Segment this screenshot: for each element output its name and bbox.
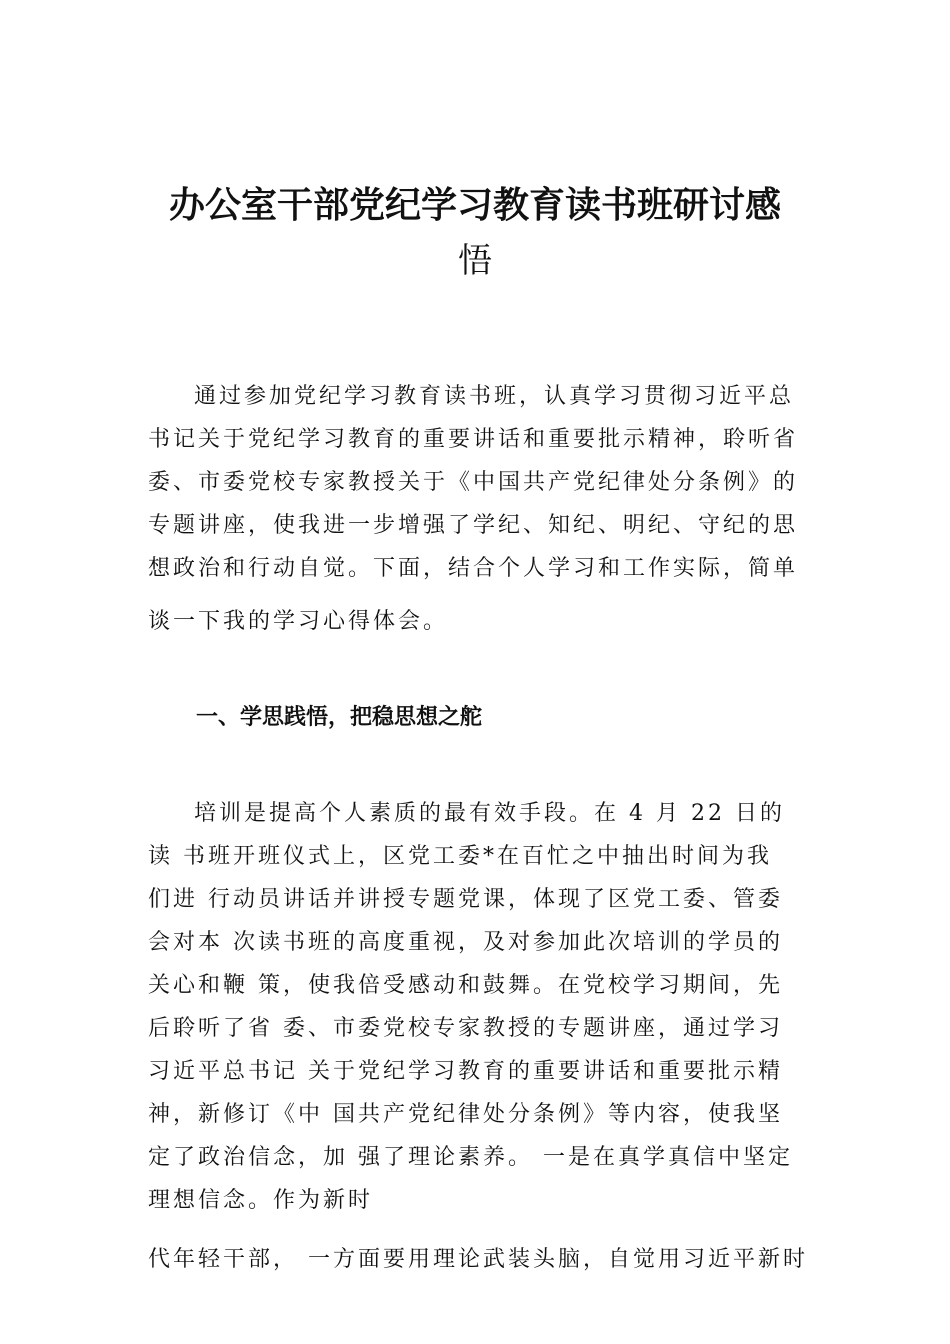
paragraph-line: 读 书班开班仪式上，区党工委*在百忙之中抽出时间为我 bbox=[148, 844, 772, 869]
paragraph-line: 培训是提高个人素质的最有效手段。在 4 月 22 日的 bbox=[194, 801, 785, 826]
paragraph-line: 神，新修订《中 国共产党纪律处分条例》等内容，使我坚 bbox=[148, 1102, 783, 1127]
document-title: 办公室干部党纪学习教育读书班研讨感 bbox=[168, 184, 781, 226]
paragraph-line: 专题讲座，使我进一步增强了学纪、知纪、明纪、守纪的思 bbox=[148, 513, 799, 538]
body-paragraph bbox=[148, 792, 808, 1222]
trailing-paragraph bbox=[148, 1238, 808, 1281]
paragraph-line: 通过参加党纪学习教育读书班，认真学习贯彻习近平总 bbox=[194, 384, 795, 409]
paragraph-line: 关心和鞭 策，使我倍受感动和鼓舞。在党校学习期间，先 bbox=[148, 973, 783, 998]
section-heading: 一、学思践悟，把稳思想之舵 bbox=[196, 705, 483, 730]
paragraph-line: 们进 行动员讲话并讲授专题党课，体现了区党工委、管委 bbox=[148, 887, 783, 912]
paragraph-line: 后聆听了省 委、市委党校专家教授的专题讲座，通过学习 bbox=[148, 1016, 783, 1041]
paragraph-line: 会对本 次读书班的高度重视，及对参加此次培训的学员的 bbox=[148, 930, 783, 955]
paragraph-line: 书记关于党纪学习教育的重要讲话和重要批示精神，聆听省 bbox=[148, 427, 799, 452]
paragraph-line: 委、市委党校专家教授关于《中国共产党纪律处分条例》的 bbox=[148, 470, 799, 495]
paragraph-line: 想政治和行动自觉。下面，结合个人学习和工作实际，简单 bbox=[148, 556, 799, 581]
paragraph-line: 谈一下我的学习心得体会。 bbox=[148, 609, 449, 634]
paragraph-line: 定了政治信念，加 强了理论素养。 一是在真学真信中坚定 bbox=[148, 1145, 793, 1170]
paragraph-line: 习近平总书记 关于党纪学习教育的重要讲话和重要批示精 bbox=[148, 1059, 783, 1084]
paragraph-line: 理想信念。作为新时 bbox=[148, 1188, 374, 1213]
intro-paragraph bbox=[148, 375, 808, 643]
document-title-continuation: 悟 bbox=[458, 241, 492, 281]
paragraph-line: 代年轻干部， 一方面要用理论武装头脑，自觉用习近平新时 bbox=[148, 1247, 808, 1272]
